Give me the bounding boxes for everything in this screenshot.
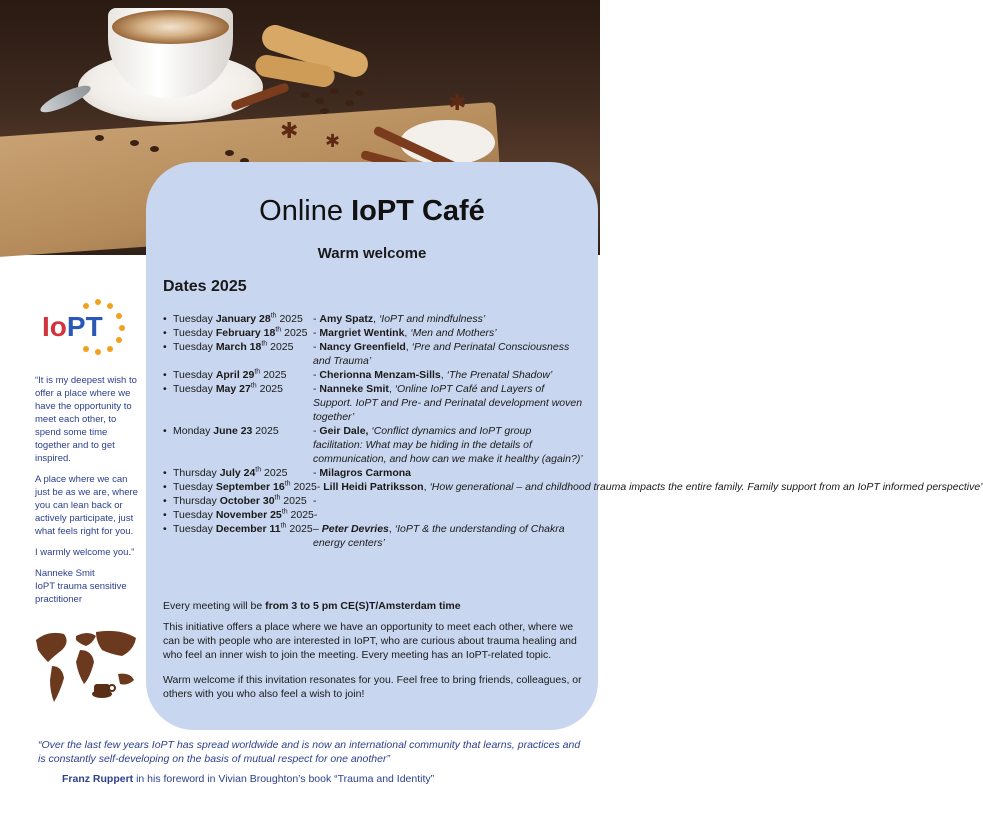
- session-info: [313, 368, 583, 382]
- bullet-icon: •: [163, 313, 167, 325]
- date-suffix: th: [280, 522, 287, 530]
- session-comma: ,: [423, 481, 430, 493]
- date-label: [173, 326, 313, 340]
- session-separator: –: [313, 523, 322, 535]
- session-comma: ,: [388, 383, 395, 395]
- meeting-time-prefix: Every meeting will be: [163, 600, 266, 612]
- date-day: June 23: [213, 425, 253, 437]
- date-item: [163, 340, 583, 368]
- coffee-bean: [355, 90, 364, 96]
- speaker-name: Lill Heidi Patriksson: [323, 481, 424, 493]
- host-quote-p3: I warmly welcome you.”: [35, 547, 135, 558]
- session-topic: ‘IoPT and mindfulness’: [378, 313, 486, 325]
- session-comma: ,: [404, 327, 411, 339]
- host-quote-p1: “It is my deepest wish to offer a place where we have the opportunity to meet each other, to spend some time together and to get inspired.: [35, 375, 137, 464]
- bullet-icon: •: [163, 509, 167, 521]
- date-label: [173, 508, 314, 522]
- date-item: [163, 522, 583, 550]
- date-item: [163, 326, 583, 340]
- date-suffix: th: [250, 382, 257, 390]
- date-year: 2025: [276, 313, 303, 325]
- date-year: 2025: [260, 369, 287, 381]
- date-item: [163, 382, 583, 424]
- bullet-icon: •: [163, 481, 167, 493]
- coffee-bean: [225, 150, 234, 156]
- session-topic: ‘Conflict dynamics and IoPT group facilitation: What may be hiding in the details of communication, and how can we make it healthy (again?)’: [313, 425, 583, 465]
- svg-text:IoPT: IoPT: [42, 311, 103, 342]
- session-comma: ,: [440, 369, 447, 381]
- dates-heading: Dates 2025: [163, 278, 247, 295]
- session-info: [313, 522, 583, 550]
- bullet-icon: •: [163, 341, 167, 353]
- date-day: March 18: [215, 341, 262, 353]
- coffee-bean: [315, 98, 324, 104]
- date-year: 2025: [261, 467, 288, 479]
- session-info: [317, 481, 983, 493]
- session-separator: -: [313, 327, 320, 339]
- date-label: [173, 522, 313, 550]
- date-item: [163, 494, 583, 508]
- latte-art: [112, 10, 229, 44]
- session-separator: -: [313, 383, 320, 395]
- date-suffix: th: [274, 494, 281, 502]
- welcome-heading: Warm welcome: [317, 245, 427, 262]
- date-label: [173, 424, 313, 466]
- date-year: 2025: [290, 481, 317, 493]
- session-info: [313, 494, 583, 508]
- coffee-bean: [150, 146, 159, 152]
- session-separator: -: [313, 369, 320, 381]
- coffee-bean: [330, 88, 339, 94]
- coffee-bean: [300, 92, 309, 98]
- date-suffix: th: [275, 326, 282, 334]
- session-topic: ‘Online IoPT Café and Layers of Support. IoPT and Pre- and Perinatal development woven together’: [313, 383, 583, 423]
- invitation-paragraph: Warm welcome if this invitation resonates for you. Feel free to bring friends, colleagues, or others with you who also feel a wish to join!: [163, 674, 582, 700]
- anise-star-icon: ✱: [448, 90, 467, 115]
- speaker-name: Cherionna Menzam-Sills: [319, 369, 441, 381]
- anise-star-icon: ✱: [325, 131, 341, 151]
- session-info: [313, 340, 583, 368]
- bullet-icon: •: [163, 425, 167, 437]
- session-topic: ‘Pre and Perinatal Consciousness and Trauma’: [313, 341, 570, 367]
- coffee-cup-icon: [92, 684, 115, 698]
- session-separator: -: [316, 481, 324, 493]
- speaker-name: Milagros Carmona: [319, 467, 412, 479]
- footer-attribution-text: in his foreword in Vivian Broughton’s book “Trauma and Identity”: [133, 773, 435, 785]
- session-info: [313, 466, 583, 480]
- footer-author: Franz Ruppert: [62, 773, 134, 785]
- dates-list: [163, 312, 983, 550]
- session-topic: ‘How generational – and childhood trauma impacts the entire family. Family support from an IoPT informed perspective’: [429, 481, 983, 493]
- session-info: [313, 312, 583, 326]
- date-day: November 25: [215, 509, 282, 521]
- bullet-icon: •: [163, 327, 167, 339]
- date-suffix: th: [270, 312, 277, 320]
- coffee-bean: [95, 135, 104, 141]
- session-separator: -: [313, 341, 320, 353]
- date-label: [173, 494, 313, 508]
- date-year: 2025: [252, 425, 279, 437]
- date-year: 2025: [281, 327, 308, 339]
- bullet-icon: •: [163, 369, 167, 381]
- date-weekday: Thursday: [173, 467, 220, 479]
- bullet-icon: •: [163, 467, 167, 479]
- page-title: [146, 195, 598, 228]
- session-comma: ,: [373, 313, 379, 325]
- host-name: Nanneke Smit: [35, 568, 95, 579]
- date-day: December 11: [215, 523, 281, 535]
- anise-star-icon: ✱: [280, 118, 299, 143]
- date-suffix: th: [254, 368, 261, 376]
- speaker-name: Amy Spatz: [319, 313, 374, 325]
- footer-attribution: [62, 773, 582, 785]
- date-weekday: Thursday: [173, 495, 220, 507]
- date-year: 2025: [287, 509, 314, 521]
- session-info: [313, 326, 583, 340]
- host-role: IoPT trauma sensitive practitioner: [35, 581, 127, 605]
- speaker-name: Peter Devries: [321, 523, 389, 535]
- date-day: February 18: [215, 327, 276, 339]
- date-label: [173, 340, 313, 368]
- intro-paragraph: This initiative offers a place where we have an opportunity to meet each other, where we can be with people who are interested in IoPT, who are curious about trauma healing and who feel an inner wish to join the meeting. Every meeting has an IoPT-related topic.: [163, 621, 577, 661]
- date-weekday: Tuesday: [173, 327, 216, 339]
- date-item: [163, 424, 583, 466]
- date-label: [173, 368, 313, 382]
- date-weekday: Tuesday: [173, 369, 216, 381]
- session-topic: ‘Men and Mothers’: [410, 327, 497, 339]
- date-label: [173, 480, 983, 494]
- iopt-logo: [40, 294, 130, 354]
- date-weekday: Tuesday: [173, 313, 216, 325]
- speaker-name: Margriet Wentink: [319, 327, 405, 339]
- date-year: 2025: [256, 383, 283, 395]
- speaker-name: Nancy Greenfield: [319, 341, 406, 353]
- date-suffix: th: [281, 508, 288, 516]
- date-label: [173, 466, 313, 480]
- session-info: [314, 508, 583, 522]
- date-day: July 24: [219, 467, 256, 479]
- session-separator: -: [313, 313, 320, 325]
- date-suffix: th: [284, 480, 291, 488]
- date-suffix: th: [261, 340, 268, 348]
- session-info: [313, 382, 583, 424]
- session-topic: ‘IoPT & the understanding of Chakra energy centers’: [313, 523, 565, 549]
- date-day: October 30: [219, 495, 275, 507]
- date-day: May 27: [215, 383, 251, 395]
- speaker-name: Geir Dale,: [319, 425, 372, 437]
- date-weekday: Tuesday: [173, 523, 216, 535]
- date-suffix: th: [255, 466, 262, 474]
- speaker-name: Nanneke Smit: [319, 383, 389, 395]
- date-day: September 16: [215, 481, 285, 493]
- date-item: [163, 466, 583, 480]
- session-separator: -: [313, 495, 317, 507]
- date-item: [163, 508, 583, 522]
- date-year: 2025: [286, 523, 313, 535]
- bullet-icon: •: [163, 495, 167, 507]
- title-bold: IoPT Café: [351, 195, 485, 227]
- date-weekday: Monday: [173, 425, 214, 437]
- date-weekday: Tuesday: [173, 509, 216, 521]
- coffee-bean-world-map: [30, 622, 142, 712]
- coffee-bean: [320, 108, 329, 114]
- date-label: [173, 382, 313, 424]
- session-separator: -: [313, 509, 318, 521]
- session-separator: -: [313, 467, 320, 479]
- date-day: April 29: [215, 369, 255, 381]
- date-item: [163, 368, 583, 382]
- session-info: [313, 424, 583, 466]
- date-weekday: Tuesday: [173, 341, 216, 353]
- session-separator: -: [313, 425, 320, 437]
- host-quote-p2: A place where we can just be as we are, where you can lean back or actively participate, just what feels right for you.: [35, 474, 138, 537]
- bullet-icon: •: [163, 383, 167, 395]
- host-quote: [35, 374, 143, 606]
- bullet-icon: •: [163, 523, 167, 535]
- session-topic: ‘The Prenatal Shadow’: [446, 369, 553, 381]
- coffee-bean: [345, 100, 354, 106]
- session-comma: ,: [405, 341, 412, 353]
- meeting-time-value: from 3 to 5 pm CE(S)T/Amsterdam time: [265, 600, 461, 612]
- coffee-bean: [130, 140, 139, 146]
- date-label: [173, 312, 313, 326]
- session-comma: ,: [388, 523, 395, 535]
- date-weekday: Tuesday: [173, 481, 216, 493]
- title-prefix: Online: [259, 195, 352, 227]
- date-item: [163, 480, 983, 494]
- date-item: [163, 312, 583, 326]
- footer-quote: “Over the last few years IoPT has spread worldwide and is now an international community that learns, practices and is constantly self-developing on the basis of mutual respect for one another”: [38, 739, 581, 765]
- date-day: January 28: [215, 313, 271, 325]
- date-year: 2025: [280, 495, 307, 507]
- date-weekday: Tuesday: [173, 383, 216, 395]
- date-year: 2025: [267, 341, 294, 353]
- meeting-time: [163, 600, 583, 612]
